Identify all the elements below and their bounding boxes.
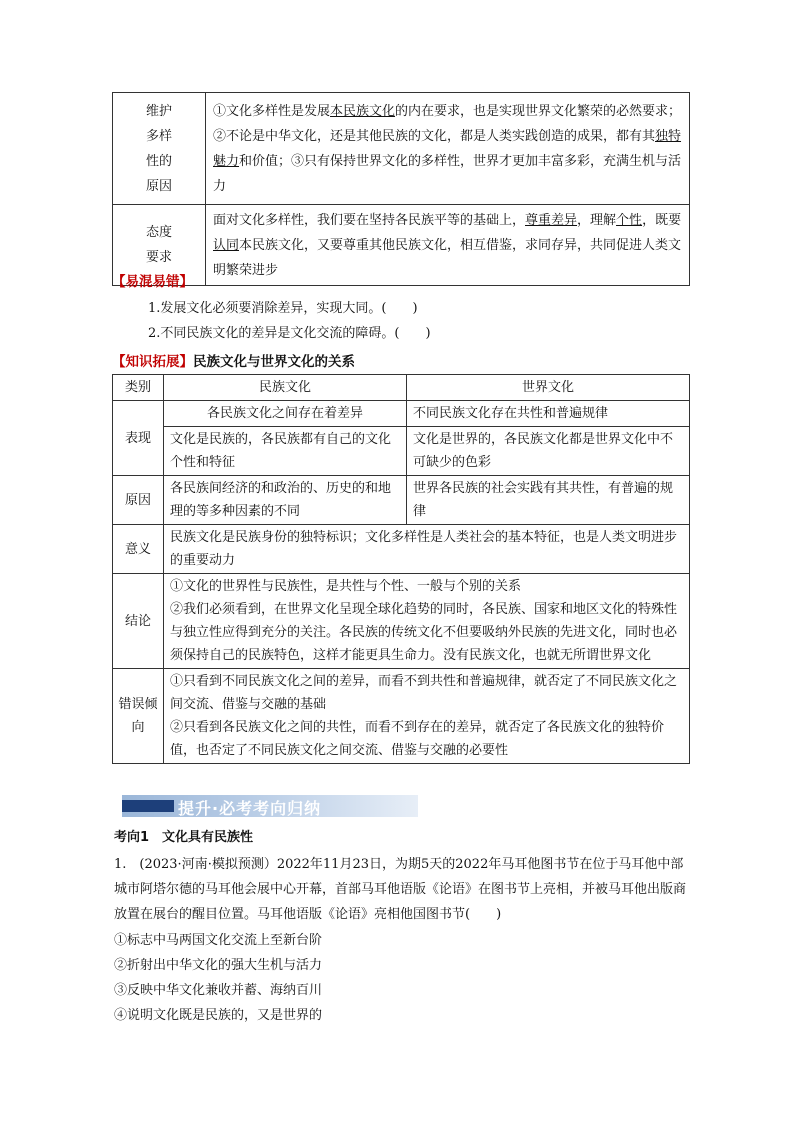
extension-heading: 【知识拓展】民族文化与世界文化的关系	[112, 354, 355, 370]
attitude-cell: 面对文化多样性，我们要在坚持各民族平等的基础上，尊重差异，理解个性，既要认同本民族文化，又要尊重其他民族文化，相互借鉴，求同存异，共同促进人类文明繁荣进步	[206, 205, 690, 286]
extension-title: 民族文化与世界文化的关系	[193, 354, 355, 370]
table-row	[113, 401, 690, 427]
table-cell: 不同民族文化存在共性和普遍规律	[407, 401, 690, 427]
table-cell: 文化是世界的，各民族文化都是世界文化中不可缺少的色彩	[407, 427, 690, 476]
confusion-item-2: 2.不同民族文化的差异是文化交流的障碍。( )	[148, 326, 431, 341]
table-row	[113, 205, 690, 286]
option-1: ①标志中马两国文化交流上至新台阶	[114, 933, 323, 948]
banner-bar	[122, 800, 174, 812]
error-point-2: ②只看到各民族文化之间的共性，而看不到存在的差异，就否定了各民族文化的独特价值，也否定了不同民族文化之间交流、借鉴与交融的必要性	[170, 720, 665, 758]
question-stem: 1. (2023·河南·模拟预测）2022年11月23日，为期5天的2022年马耳他图书节在位于马耳他中部城市阿塔尔德的马耳他会展中心开幕，首部马耳他语版《论语》在图书节上亮相，并被马耳他出版商放置在展台的醒目位置。马耳他语版《论语》亮相他国图书节( )	[114, 857, 687, 922]
table-cell: 各民族间经济的和政治的、历史的和地理的等多种因素的不同	[164, 476, 407, 525]
category-yiyi: 意义	[113, 525, 164, 574]
category-yuanyin: 原因	[113, 476, 164, 525]
category-cuowu: 错误倾向	[113, 669, 164, 764]
conclusion-point-1: ①文化的世界性与民族性，是共性与个性、一般与个别的关系	[170, 579, 522, 594]
row-header-reason: 维护 多样 性的 原因	[113, 93, 206, 205]
banner-title: 提升·必考考向归纳	[178, 799, 322, 818]
header-category: 类别	[113, 375, 164, 401]
table-row	[113, 525, 690, 574]
table-row	[113, 427, 690, 476]
category-jielun: 结论	[113, 574, 164, 669]
confusion-heading: 【易混易错】	[112, 274, 193, 290]
table-cell: 世界各民族的社会实践有其共性，有普遍的规律	[407, 476, 690, 525]
table-cell	[164, 574, 690, 669]
option-2: ②折射出中华文化的强大生机与活力	[114, 958, 323, 973]
table-row	[113, 476, 690, 525]
reason-cell: ①文化多样性是发展本民族文化的内在要求，也是实现世界文化繁荣的必然要求；②不论是中华文化，还是其他民族的文化，都是人类实践创造的成果，都有其独特魅力和价值；③只有保持世界文化的多样性，世界才更加丰富多彩，充满生机与活力	[206, 93, 690, 205]
header-national: 民族文化	[164, 375, 407, 401]
header-world: 世界文化	[407, 375, 690, 401]
row-header-attitude: 态度 要求	[113, 205, 206, 286]
table-row	[113, 93, 690, 205]
confusion-item-1: 1.发展文化必须要消除差异，实现大同。( )	[148, 301, 418, 316]
diversity-table	[112, 92, 690, 286]
table-cell	[164, 669, 690, 764]
culture-relation-table	[112, 374, 690, 764]
conclusion-point-2: ②我们必须看到，在世界文化呈现全球化趋势的同时，各民族、国家和地区文化的特殊性与独立性应得到充分的关注。各民族的传统文化不但要吸纳外民族的先进文化，同时也必须保持自己的民族特色，这样才能更具生命力。没有民族文化，也就无所谓世界文化	[170, 602, 678, 663]
option-3: ③反映中华文化兼收并蓄、海纳百川	[114, 983, 323, 998]
option-4: ④说明文化既是民族的，又是世界的	[114, 1008, 323, 1023]
table-cell: 民族文化是民族身份的独特标识；文化多样性是人类社会的基本特征，也是人类文明进步的重要动力	[164, 525, 690, 574]
table-row	[113, 669, 690, 764]
table-cell: 各民族文化之间存在着差异	[164, 401, 407, 427]
table-cell: 文化是民族的，各民族都有自己的文化个性和特征	[164, 427, 407, 476]
error-point-1: ①只看到不同民族文化之间的差异，而看不到共性和普遍规律，就否定了不同民族文化之间交流、借鉴与交融的基础	[170, 674, 678, 712]
category-biaoxian: 表现	[113, 401, 164, 476]
table-header-row	[113, 375, 690, 401]
topic-title: 考向1 文化具有民族性	[114, 830, 254, 845]
section-banner	[122, 795, 418, 817]
table-row	[113, 574, 690, 669]
